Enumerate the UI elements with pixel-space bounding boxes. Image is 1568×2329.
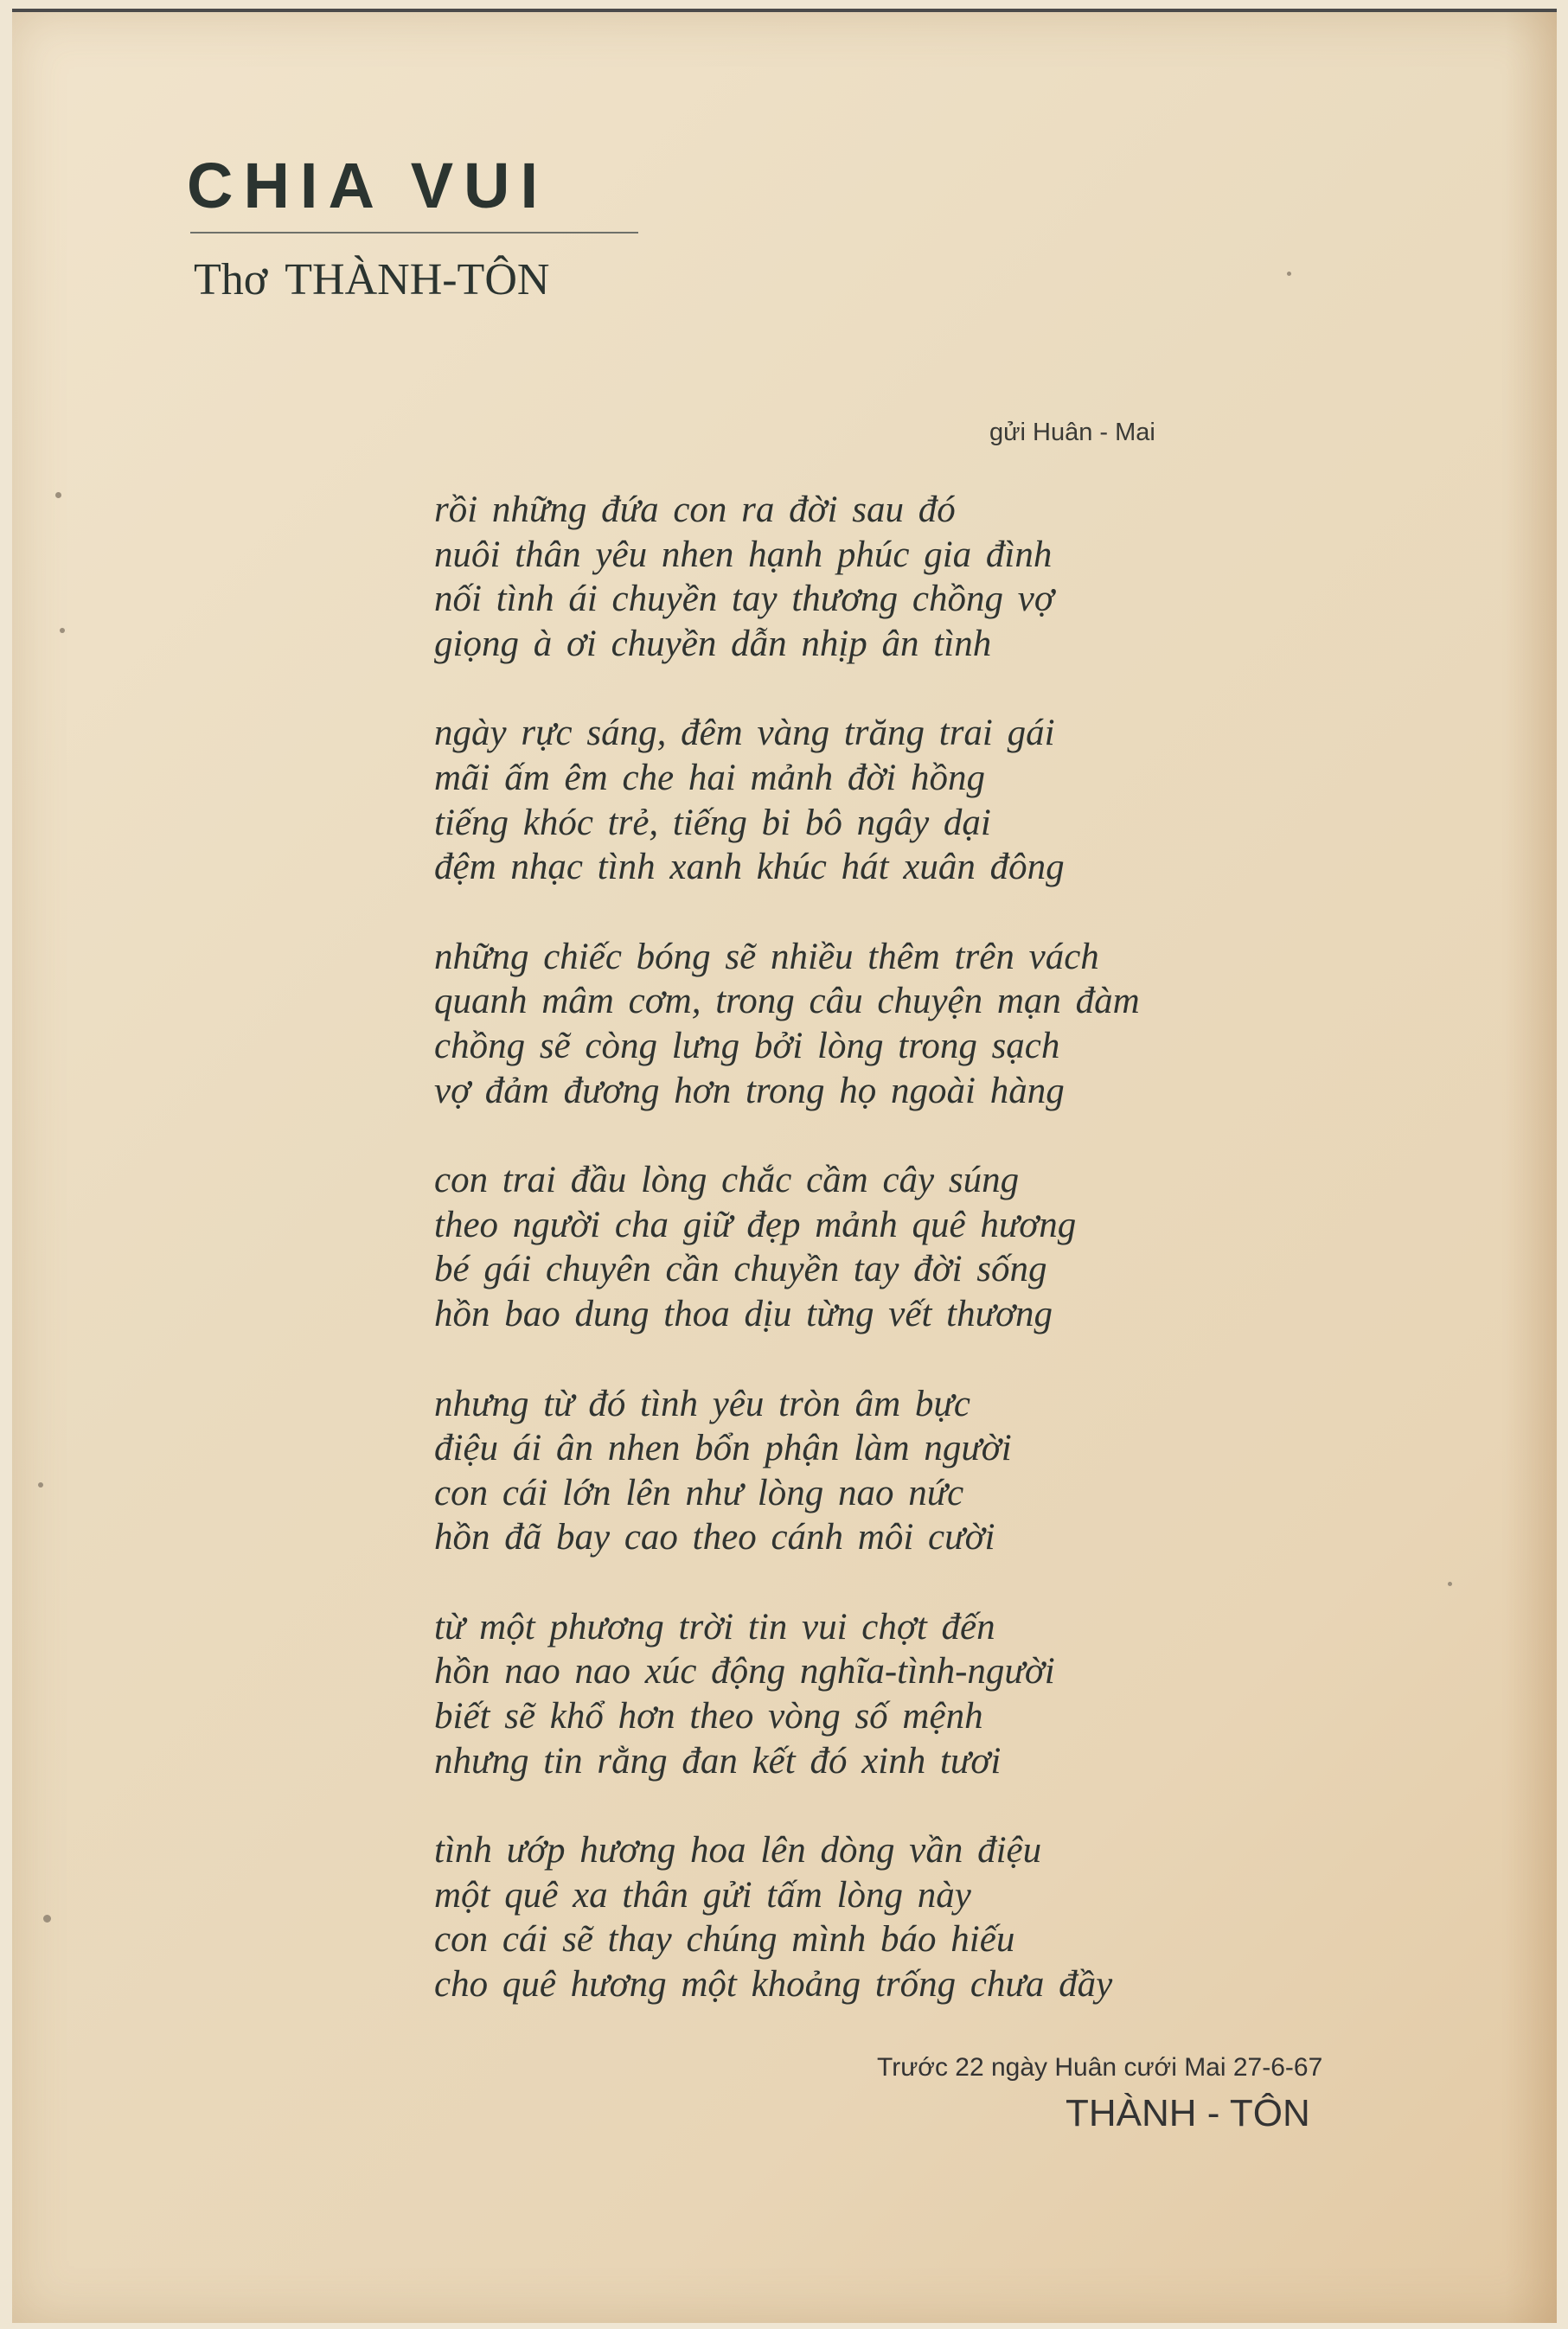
title-rule [190, 232, 638, 234]
stanza [434, 1382, 1342, 1560]
poem-line: những chiếc bóng sẽ nhiều thêm trên vách [434, 936, 1099, 977]
poem-line: con trai đầu lòng chắc cầm cây súng [434, 1160, 1020, 1201]
dateline: Trước 22 ngày Huân cưới Mai 27-6-67 [877, 2053, 1323, 2082]
poem-line: biết sẽ khổ hơn theo vòng số mệnh [434, 1696, 983, 1737]
poem-line: mãi ấm êm che hai mảnh đời hồng [434, 757, 986, 798]
poem-line: tiếng khóc trẻ, tiếng bi bô ngây dại [434, 802, 991, 843]
byline-prefix: Thơ [194, 255, 268, 304]
stanza [434, 488, 1342, 666]
paper-speck [55, 492, 61, 498]
poem-line: quanh mâm cơm, trong câu chuyện mạn đàm [434, 981, 1140, 1022]
paper-speck [1448, 1582, 1452, 1586]
poem-line: nhưng từ đó tình yêu tròn âm bực [434, 1383, 970, 1424]
poem-line: cho quê hương một khoảng trống chưa đầy [434, 1964, 1113, 2006]
stanza [434, 1828, 1342, 2006]
poem-line: hồn đã bay cao theo cánh môi cười [434, 1517, 995, 1558]
stanza [434, 1158, 1342, 1336]
poem-line: hồn nao nao xúc động nghĩa-tình-người [434, 1651, 1055, 1692]
poem-line: theo người cha giữ đẹp mảnh quê hương [434, 1204, 1077, 1245]
poem-body [434, 488, 1342, 2052]
paper-speck [38, 1482, 43, 1488]
poem-line: một quê xa thân gửi tấm lòng này [434, 1874, 971, 1916]
dedication: gửi Huân - Mai [989, 419, 1155, 446]
poem-page [12, 9, 1557, 2323]
poem-line: tình ướp hương hoa lên dòng vần điệu [434, 1830, 1042, 1872]
poem-line: giọng à ơi chuyền dẫn nhịp ân tình [434, 623, 992, 664]
stanza [434, 935, 1342, 1113]
poem-line: nhưng tin rằng đan kết đó xinh tươi [434, 1740, 1002, 1782]
poem-line: rồi những đứa con ra đời sau đó [434, 489, 956, 530]
poem-line: bé gái chuyên cần chuyền tay đời sống [434, 1249, 1047, 1290]
poem-line: ngày rực sáng, đêm vàng trăng trai gái [434, 713, 1055, 754]
poem-line: chồng sẽ còng lưng bởi lòng trong sạch [434, 1025, 1060, 1066]
poem-line: nuôi thân yêu nhen hạnh phúc gia đình [434, 534, 1053, 575]
paper-speck [60, 628, 65, 633]
stanza [434, 711, 1342, 889]
poem-line: con cái lớn lên như lòng nao nức [434, 1472, 964, 1513]
paper-speck [43, 1915, 51, 1923]
byline-author: THÀNH-TÔN [285, 255, 550, 304]
poem-line: điệu ái ân nhen bổn phận làm người [434, 1428, 1012, 1469]
byline [194, 254, 549, 305]
poem-title: CHIA VUI [187, 150, 549, 221]
poem-line: từ một phương trời tin vui chợt đến [434, 1606, 995, 1648]
stanza [434, 1605, 1342, 1783]
paper-speck [1287, 272, 1291, 276]
poem-line: vợ đảm đương hơn trong họ ngoài hàng [434, 1070, 1065, 1111]
poem-line: hồn bao dung thoa dịu từng vết thương [434, 1293, 1053, 1334]
poem-line: đệm nhạc tình xanh khúc hát xuân đông [434, 847, 1065, 888]
poem-line: con cái sẽ thay chúng mình báo hiếu [434, 1919, 1015, 1961]
signature: THÀNH - TÔN [1066, 2092, 1310, 2134]
poem-line: nối tình ái chuyền tay thương chồng vợ [434, 579, 1054, 620]
